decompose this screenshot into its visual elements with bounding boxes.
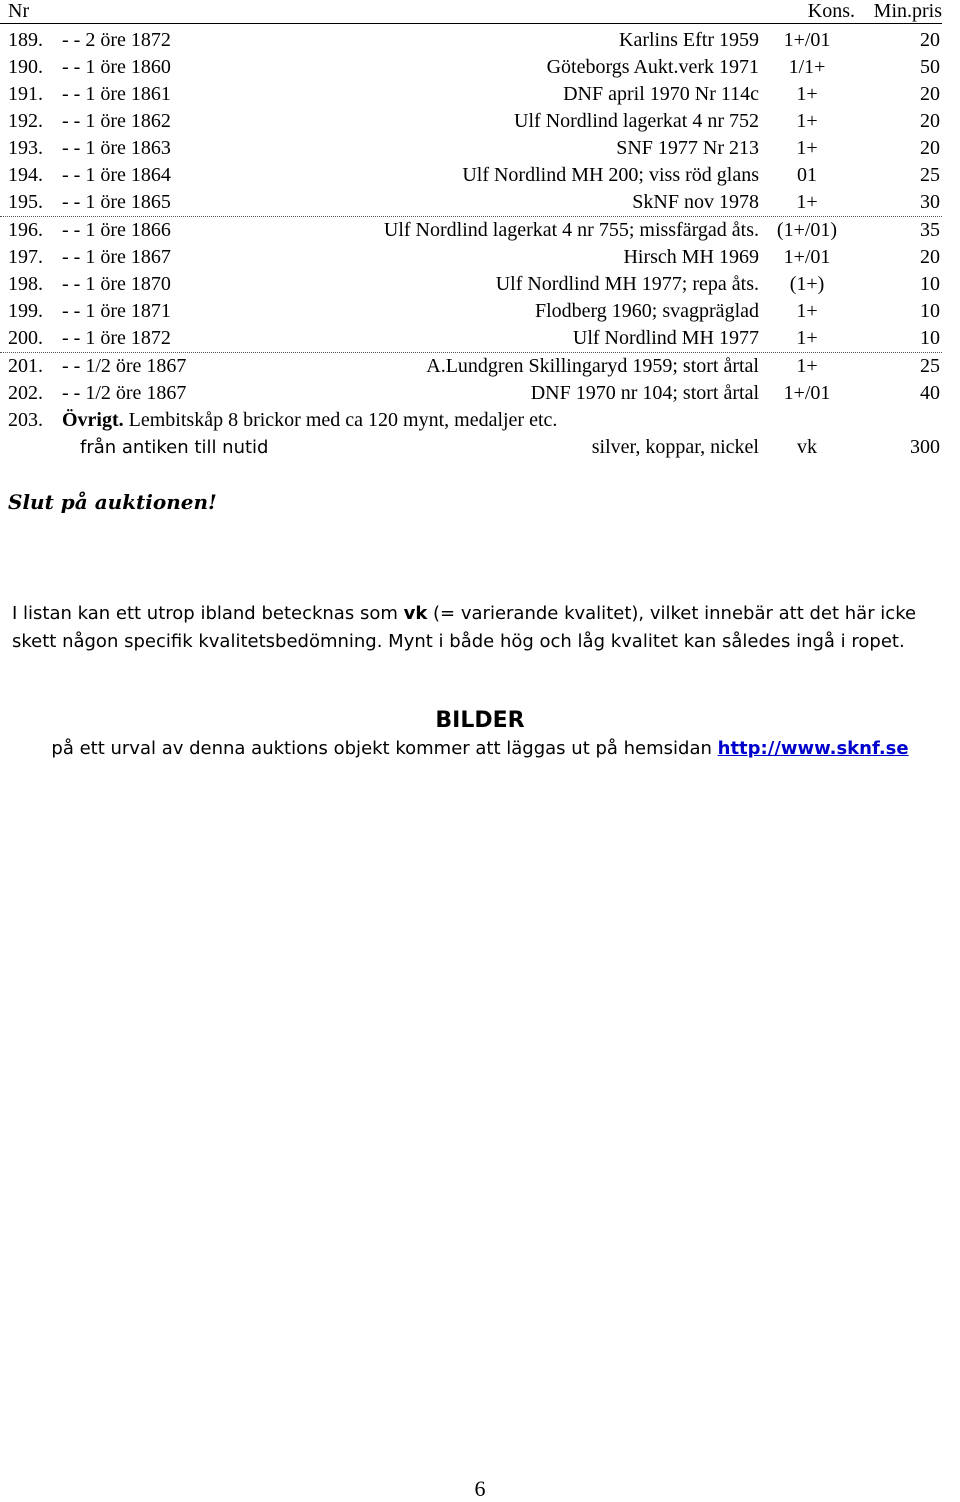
lot-nr: 196. [8, 219, 43, 241]
lot-kons: 01 [797, 164, 817, 186]
lot-source: SkNF nov 1978 [632, 191, 759, 213]
lot-desc: - - 1 öre 1863 [62, 137, 171, 159]
table-row [0, 298, 942, 325]
ovrigt-label: Övrigt. [62, 409, 124, 431]
lot-nr: 194. [8, 164, 43, 186]
table-row [0, 380, 942, 407]
lot-kons: 1+ [796, 137, 818, 159]
note-vk: vk [403, 603, 428, 624]
lot-pris: 25 [920, 164, 940, 186]
table-row [0, 162, 942, 189]
lot-desc: - - 1 öre 1864 [62, 164, 171, 186]
lot-pris: 20 [920, 246, 940, 268]
table-row [0, 81, 942, 108]
table-row [0, 27, 942, 54]
table-row [0, 271, 942, 298]
lot-kons: 1+ [796, 355, 818, 377]
lot-nr: 197. [8, 246, 43, 268]
lot-source: Karlins Eftr 1959 [619, 29, 759, 51]
lot-desc: - - 1 öre 1862 [62, 110, 171, 132]
page-number: 6 [474, 1476, 486, 1501]
lot-nr: 189. [8, 29, 43, 51]
lot-pris: 25 [920, 355, 940, 377]
lot-desc: - - 1/2 öre 1867 [62, 355, 187, 377]
lot-source: SNF 1977 Nr 213 [616, 137, 759, 159]
lot-desc: - - 2 öre 1872 [62, 29, 171, 51]
lot-source: Flodberg 1960; svagpräglad [534, 300, 759, 322]
table-header [0, 0, 942, 24]
lot-nr: 201. [8, 355, 43, 377]
lot-source: A.Lundgren Skillingaryd 1959; stort årtal [426, 355, 759, 377]
lot-pris: 30 [920, 191, 940, 213]
lot-kons: 1+ [796, 327, 818, 349]
table-row [0, 189, 942, 217]
lot-table [0, 27, 942, 461]
lot-source: Ulf Nordlind lagerkat 4 nr 755; missfärgad åts. [383, 219, 759, 241]
lot-kons: 1+ [796, 300, 818, 322]
lot-source: Ulf Nordlind lagerkat 4 nr 752 [514, 110, 759, 132]
lot-kons: (1+/01) [776, 219, 838, 241]
lot-nr: 203. [8, 409, 43, 431]
table-row [0, 135, 942, 162]
lot-desc: - - 1 öre 1865 [62, 191, 171, 213]
note-pre: I listan kan ett utrop ibland betecknas som [12, 603, 404, 624]
table-row-continuation [0, 434, 942, 461]
table-row [0, 217, 942, 244]
lot-kons: (1+) [789, 273, 825, 295]
lot-pris: 300 [910, 436, 940, 458]
table-row [0, 108, 942, 135]
lot-desc: från antiken till nutid [80, 437, 269, 458]
lot-desc: - - 1 öre 1860 [62, 56, 171, 78]
table-row [0, 244, 942, 271]
lot-source: Göteborgs Aukt.verk 1971 [546, 56, 759, 78]
note-post: (= varierande kvalitet), vilket innebär att det här icke skett någon specifik kvalitetsbedömning. Mynt i både hög och låg kvalitet kan således ingå i ropet. [12, 603, 917, 652]
lot-source: Hirsch MH 1969 [623, 246, 759, 268]
bilder-title: BILDER [435, 708, 525, 733]
lot-desc: - - 1 öre 1870 [62, 273, 171, 295]
lot-source: DNF 1970 nr 104; stort årtal [530, 382, 759, 404]
table-row-ovrigt [0, 407, 942, 434]
lot-nr: 192. [8, 110, 43, 132]
lot-pris: 20 [920, 110, 940, 132]
lot-pris: 40 [920, 382, 940, 404]
lot-nr: 198. [8, 273, 43, 295]
lot-nr: 199. [8, 300, 43, 322]
lot-kons: 1+/01 [783, 246, 831, 268]
lot-desc-full [62, 407, 557, 434]
table-row [0, 54, 942, 81]
lot-kons: vk [797, 436, 817, 458]
lot-nr: 200. [8, 327, 43, 349]
lot-nr: 202. [8, 382, 43, 404]
lot-nr: 195. [8, 191, 43, 213]
lot-nr: 191. [8, 83, 43, 105]
table-row [0, 325, 942, 353]
lot-desc: - - 1/2 öre 1867 [62, 382, 187, 404]
lot-source: Ulf Nordlind MH 200; viss röd glans [462, 164, 759, 186]
lot-nr: 193. [8, 137, 43, 159]
lot-kons: 1+ [796, 110, 818, 132]
lot-source: DNF april 1970 Nr 114c [563, 83, 759, 105]
lot-kons: 1+/01 [783, 382, 831, 404]
lot-nr: 190. [8, 56, 43, 78]
bilder-text: på ett urval av denna auktions objekt kommer att läggas ut på hemsidan [51, 738, 718, 759]
lot-pris: 50 [920, 56, 940, 78]
table-row [0, 353, 942, 380]
header-minpris: Min.pris [873, 0, 942, 22]
lot-desc: - - 1 öre 1866 [62, 219, 171, 241]
lot-desc: - - 1 öre 1867 [62, 246, 171, 268]
website-link[interactable]: http://www.sknf.se [717, 738, 909, 759]
vk-note [12, 600, 952, 656]
lot-kons: 1+/01 [783, 29, 831, 51]
lot-pris: 20 [920, 83, 940, 105]
lot-desc: - - 1 öre 1872 [62, 327, 171, 349]
lot-pris: 10 [920, 327, 940, 349]
lot-pris: 20 [920, 29, 940, 51]
lot-desc: - - 1 öre 1871 [62, 300, 171, 322]
lot-kons: 1/1+ [788, 56, 826, 78]
end-of-auction-heading: Slut på auktionen! [8, 490, 217, 514]
lot-pris: 10 [920, 300, 940, 322]
bilder-line [0, 738, 960, 759]
lot-pris: 20 [920, 137, 940, 159]
lot-source: Ulf Nordlind MH 1977 [572, 327, 759, 349]
lot-kons: 1+ [796, 191, 818, 213]
lot-source: Ulf Nordlind MH 1977; repa åts. [495, 273, 759, 295]
lot-pris: 10 [920, 273, 940, 295]
lot-kons: 1+ [796, 83, 818, 105]
lot-source: silver, koppar, nickel [591, 436, 759, 458]
ovrigt-text: Lembitskåp 8 brickor med ca 120 mynt, medaljer etc. [123, 409, 558, 431]
lot-desc: - - 1 öre 1861 [62, 83, 171, 105]
header-kons: Kons. [807, 0, 855, 22]
lot-pris: 35 [920, 219, 940, 241]
header-nr: Nr [8, 0, 30, 22]
